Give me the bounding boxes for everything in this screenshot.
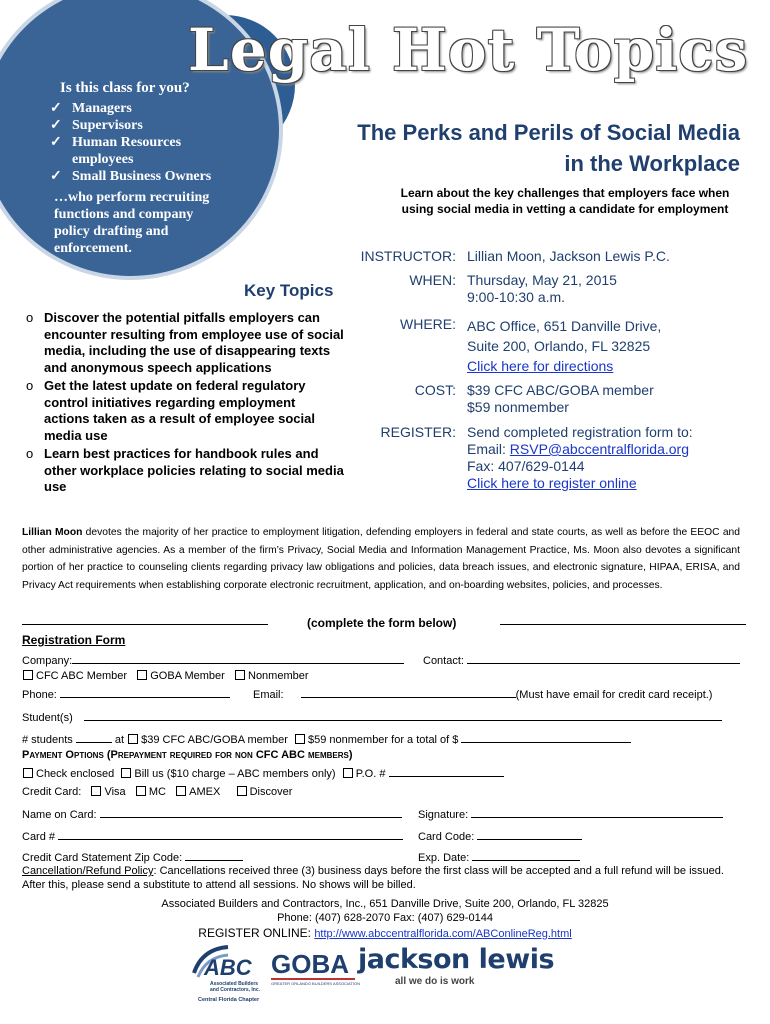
email-field[interactable] xyxy=(301,686,516,698)
abc-logo-chapter: Central Florida Chapter xyxy=(198,997,260,1003)
audience-item: ✓ Supervisors xyxy=(50,118,143,133)
contact-label: Contact: xyxy=(423,655,464,667)
contact-row xyxy=(423,652,740,668)
mc-label: MC xyxy=(148,786,166,798)
num-students-label: # students xyxy=(22,734,73,746)
cost-nonmember: $59 nonmember xyxy=(467,399,569,415)
bullet-icon: o xyxy=(26,310,34,325)
divider-left xyxy=(22,624,268,625)
total-field[interactable] xyxy=(461,731,631,743)
amex-checkbox[interactable] xyxy=(176,786,186,796)
visa-checkbox[interactable] xyxy=(91,786,101,796)
page-title: Legal Hot Topics xyxy=(188,16,749,84)
signature-field[interactable] xyxy=(471,806,723,818)
discover-label: Discover xyxy=(249,786,293,798)
cfc-abc-checkbox[interactable] xyxy=(23,670,33,680)
price-member-label: $39 CFC ABC/GOBA member xyxy=(141,734,288,746)
abc-logo-graphic xyxy=(192,943,260,1003)
where-label: WHERE: xyxy=(400,316,456,332)
company-field[interactable] xyxy=(72,652,404,664)
cancellation-policy xyxy=(22,865,742,892)
zip-label: Credit Card Statement Zip Code: xyxy=(22,852,183,864)
num-students-field[interactable] xyxy=(76,731,112,743)
goba-checkbox[interactable] xyxy=(137,670,147,680)
key-topic-item: o Get the latest update on federal regulatory control initiatives regarding employment actions taken as a result of employee social media use xyxy=(26,378,315,443)
jackson-lewis-logo xyxy=(358,944,578,987)
audience-list xyxy=(50,100,245,185)
course-title-line1: The Perks and Perils of Social Media xyxy=(357,120,740,145)
check-enclosed-label: Check enclosed xyxy=(36,768,115,780)
name-on-card-label: Name on Card: xyxy=(22,809,97,821)
payment-options-heading: Payment Options (Prepayment required for non CFC ABC members) xyxy=(22,749,353,761)
complete-form-note: (complete the form below) xyxy=(307,616,457,630)
audience-note: …who perform recruiting functions and company policy drafting and enforcement. xyxy=(54,190,210,256)
credit-card-label: Credit Card: xyxy=(22,786,82,798)
company-label: Company: xyxy=(22,655,73,667)
email-label: Email: xyxy=(253,689,284,701)
po-label: P.O. # xyxy=(355,768,386,780)
cost-label: COST: xyxy=(414,382,456,398)
price-nonmember-checkbox[interactable] xyxy=(295,734,305,744)
registration-form-heading: Registration Form xyxy=(22,633,126,647)
zip-field[interactable] xyxy=(185,849,243,861)
nonmember-label: Nonmember xyxy=(248,670,309,682)
check-enclosed-checkbox[interactable] xyxy=(23,768,33,778)
bullet-icon: o xyxy=(26,446,34,461)
visa-label: Visa xyxy=(104,786,126,798)
abc-logo-sub2: and Contractors, Inc. xyxy=(210,987,260,993)
po-field[interactable] xyxy=(389,765,504,777)
phone-label: Phone: xyxy=(22,689,57,701)
register-instruction: Send completed registration form to: xyxy=(467,424,693,440)
membership-options xyxy=(22,669,309,683)
course-description xyxy=(380,185,750,217)
card-number-field[interactable] xyxy=(58,828,403,840)
card-code-field[interactable] xyxy=(477,828,582,840)
register-online-url[interactable]: http://www.abccentralflorida.com/ABConlineReg.html xyxy=(314,928,572,940)
course-description-line1: Learn about the key challenges that employers face when xyxy=(400,186,730,200)
exp-date-field[interactable] xyxy=(472,849,580,861)
instructor-label: INSTRUCTOR: xyxy=(360,248,456,264)
amex-label: AMEX xyxy=(189,786,221,798)
goba-logo-sub: GREATER ORLANDO BUILDERS ASSOCIATION xyxy=(271,978,355,988)
cost-member: $39 CFC ABC/GOBA member xyxy=(467,382,654,398)
exp-date-row xyxy=(418,849,580,865)
name-on-card-row xyxy=(22,806,402,822)
register-value xyxy=(467,424,693,492)
register-label: REGISTER: xyxy=(380,424,456,440)
card-code-label: Card Code: xyxy=(418,831,475,843)
email-row xyxy=(253,686,712,702)
at-label: at xyxy=(114,734,125,746)
course-description-line2: using social media in vetting a candidate for employment xyxy=(401,202,729,216)
fax-number: Fax: 407/629-0144 xyxy=(467,458,585,474)
footer-address: Associated Builders and Contractors, Inc., 651 Danville Drive, Suite 200, Orlando, FL 32825 xyxy=(161,898,609,910)
cfc-abc-label: CFC ABC Member xyxy=(36,670,128,682)
checkmark-icon: ✓ xyxy=(50,135,62,150)
bill-us-label: Bill us ($10 charge – ABC members only) xyxy=(134,768,336,780)
jackson-lewis-logo-text: jackson lewis xyxy=(358,944,555,975)
instructor-value: Lillian Moon, Jackson Lewis P.C. xyxy=(467,248,670,264)
email-prefix: Email: xyxy=(467,441,506,457)
phone-row xyxy=(22,686,230,702)
credit-card-row xyxy=(22,785,292,799)
mc-checkbox[interactable] xyxy=(136,786,146,796)
when-date: Thursday, May 21, 2015 xyxy=(467,272,617,288)
signature-label: Signature: xyxy=(418,809,469,821)
contact-field[interactable] xyxy=(467,652,740,664)
course-title xyxy=(270,117,740,179)
audience-item: ✓ Human Resources employees xyxy=(50,135,182,167)
when-value xyxy=(467,272,617,306)
policy-text: : Cancellations received three (3) business days before the first class will be accepted and a full refund will be issued. After this, please send a substitute to attend all sessions. No shows will be billed. xyxy=(22,865,724,891)
student-count-row xyxy=(22,731,631,747)
card-number-label: Card # xyxy=(22,831,56,843)
bill-us-checkbox[interactable] xyxy=(121,768,131,778)
directions-link[interactable]: Click here for directions xyxy=(467,358,614,374)
goba-logo xyxy=(271,949,360,990)
circle-heading: Is this class for you? xyxy=(60,80,190,96)
abc-logo-sub1: Associated Builders xyxy=(210,981,259,987)
where-line2: Suite 200, Orlando, FL 32825 xyxy=(467,338,651,354)
students-field[interactable] xyxy=(84,709,722,721)
abc-logo-text: ABC xyxy=(204,955,252,980)
register-online-label: REGISTER ONLINE: xyxy=(198,926,311,940)
checkmark-icon: ✓ xyxy=(50,118,62,133)
price-nonmember-label: $59 nonmember for a total of $ xyxy=(307,734,459,746)
course-title-line2: in the Workplace xyxy=(564,151,740,176)
bio-text: devotes the majority of her practice to employment litigation, defending employers in federal and state courts, as well as before the EEOC and other administrative agencies. As a member of the firm’s Privacy, Social Media and Information Management Practice, Ms. Moon also devotes a significant portion of her practice to counseling clients regarding privacy law obligations and policies, data breach issues, and electronic signature, HIPAA, ERISA, and Privacy Act requirements when establishing corporate electronic recruitment, application, and on-boarding websites, policies, and processes. xyxy=(22,527,740,591)
checkmark-icon: ✓ xyxy=(50,101,62,116)
audience-item: ✓ Managers xyxy=(50,101,132,116)
email-note: (Must have email for credit card receipt.) xyxy=(515,689,713,701)
key-topics-list xyxy=(26,310,344,498)
bullet-icon: o xyxy=(26,378,34,393)
goba-label: GOBA Member xyxy=(150,670,225,682)
when-label: WHEN: xyxy=(409,272,456,288)
instructor-bio xyxy=(22,524,740,594)
phone-field[interactable] xyxy=(60,686,230,698)
where-value xyxy=(467,316,661,376)
key-topics-heading: Key Topics xyxy=(244,281,334,300)
company-row xyxy=(22,652,404,668)
students-row xyxy=(22,709,722,725)
exp-date-label: Exp. Date: xyxy=(418,852,470,864)
cost-value xyxy=(467,382,654,416)
students-label: Student(s) xyxy=(22,712,73,724)
footer-phone-fax: Phone: (407) 628-2070 Fax: (407) 629-0144 xyxy=(277,912,493,924)
zip-row xyxy=(22,849,243,865)
name-on-card-field[interactable] xyxy=(100,806,402,818)
po-checkbox[interactable] xyxy=(343,768,353,778)
register-online-row xyxy=(0,926,770,940)
audience-item: ✓ Small Business Owners xyxy=(50,169,212,184)
price-member-checkbox[interactable] xyxy=(128,734,138,744)
payment-options-row xyxy=(22,765,504,781)
goba-logo-text: GOBA xyxy=(271,949,349,979)
policy-label: Cancellation/Refund Policy xyxy=(22,865,154,877)
footer-contact xyxy=(0,897,770,925)
key-topic-item: o Discover the potential pitfalls employers can encounter resulting from employee use of social media, including the use of disappearing texts and anonymous speech applications xyxy=(26,310,344,375)
bio-name: Lillian Moon xyxy=(22,527,83,538)
checkmark-icon: ✓ xyxy=(50,169,62,184)
key-topic-item: o Learn best practices for handbook rules and other workplace policies relating to social media use xyxy=(26,446,344,494)
rsvp-email-link[interactable]: RSVP@abccentralflorida.org xyxy=(509,441,689,457)
register-online-link[interactable]: Click here to register online xyxy=(467,475,637,491)
discover-checkbox[interactable] xyxy=(237,786,247,796)
when-time: 9:00-10:30 a.m. xyxy=(467,289,566,305)
divider-right xyxy=(500,624,746,625)
card-number-row xyxy=(22,828,403,844)
where-line1: ABC Office, 651 Danville Drive, xyxy=(467,318,662,334)
abc-logo xyxy=(192,943,260,1003)
jackson-lewis-tagline: all we do is work xyxy=(395,976,475,987)
nonmember-checkbox[interactable] xyxy=(235,670,245,680)
card-code-row xyxy=(418,828,582,844)
signature-row xyxy=(418,806,723,822)
